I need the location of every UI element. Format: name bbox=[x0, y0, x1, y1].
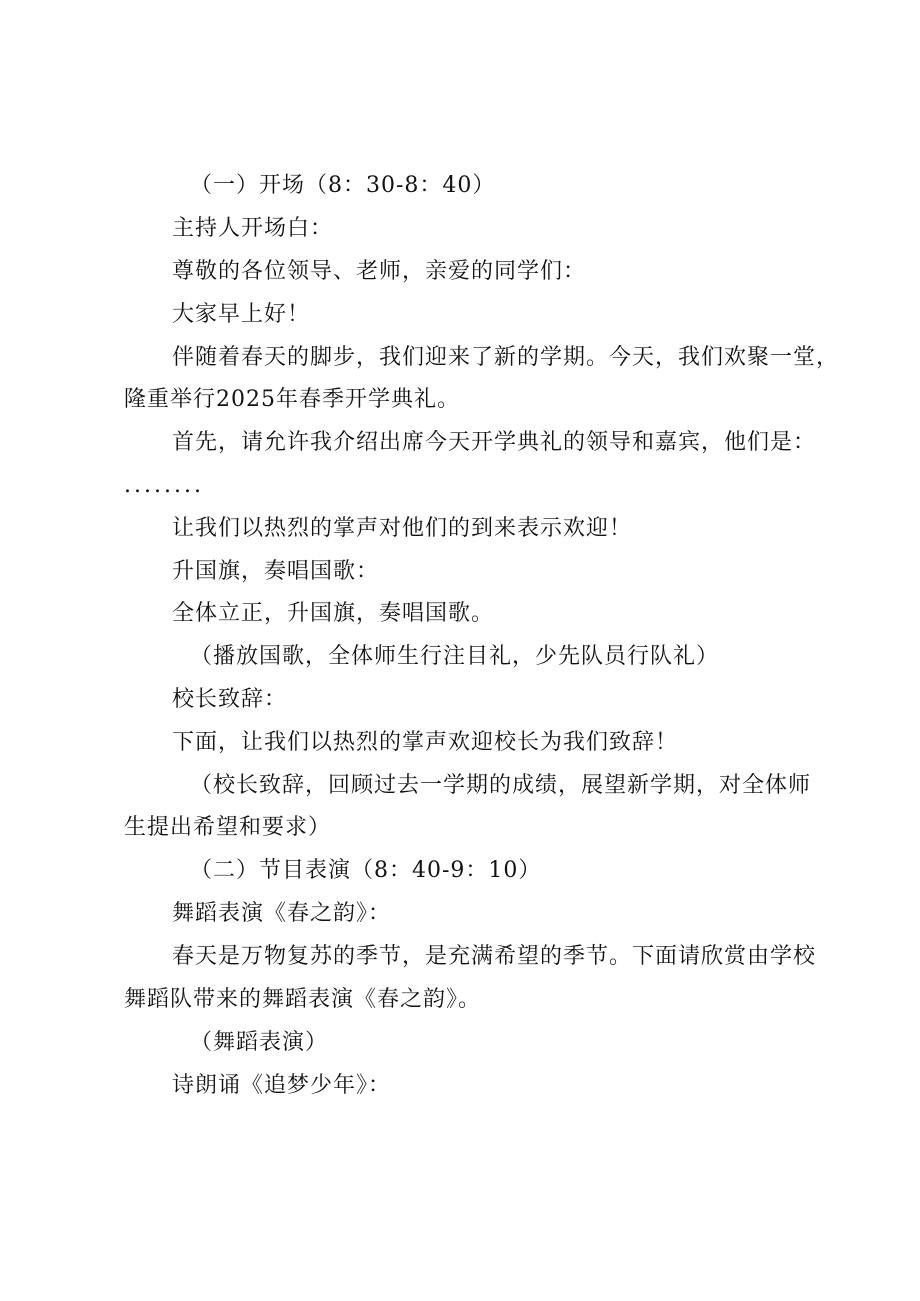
ellipsis-line: ........ bbox=[124, 473, 204, 498]
flag-raising-label: 升国旗，奏唱国歌： bbox=[172, 559, 380, 584]
paragraph-line: 首先，请允许我介绍出席今天开学典礼的领导和嘉宾，他们是： bbox=[172, 430, 817, 455]
dance-performance-label: 舞蹈表演《春之韵》： bbox=[172, 901, 392, 926]
section-heading-opening: （一）开场（8：30-8：40） bbox=[190, 173, 496, 198]
good-morning-line: 大家早上好！ bbox=[172, 302, 311, 327]
paragraph-line: 让我们以热烈的掌声对他们的到来表示欢迎！ bbox=[172, 516, 633, 541]
paragraph-line: 春天是万物复苏的季节，是充满希望的季节。下面请欣赏由学校 bbox=[172, 944, 817, 969]
section-heading-performance: （二）节目表演（8：40-9：10） bbox=[190, 858, 542, 883]
paragraph-line: 舞蹈队带来的舞蹈表演《春之韵》。 bbox=[124, 987, 482, 1012]
stage-direction-line: （舞蹈表演） bbox=[190, 1030, 329, 1055]
principal-speech-label: 校长致辞： bbox=[172, 687, 288, 712]
stage-direction-line: （播放国歌，全体师生行注目礼，少先队员行队礼） bbox=[190, 644, 720, 669]
stage-direction-line: 生提出希望和要求） bbox=[124, 815, 332, 840]
host-opening-label: 主持人开场白： bbox=[172, 216, 334, 241]
stage-direction-line: （校长致辞，回顾过去一学期的成绩，展望新学期，对全体师 bbox=[190, 773, 812, 798]
paragraph-line: 隆重举行2025年春季开学典礼。 bbox=[124, 387, 460, 412]
paragraph-line: 下面，让我们以热烈的掌声欢迎校长为我们致辞！ bbox=[172, 730, 679, 755]
poetry-recitation-label: 诗朗诵《追梦少年》： bbox=[172, 1073, 392, 1098]
greeting-line: 尊敬的各位领导、老师，亲爱的同学们： bbox=[172, 259, 587, 284]
paragraph-line: 伴随着春天的脚步，我们迎来了新的学期。今天，我们欢聚一堂， bbox=[172, 345, 840, 370]
paragraph-line: 全体立正，升国旗，奏唱国歌。 bbox=[172, 601, 495, 626]
